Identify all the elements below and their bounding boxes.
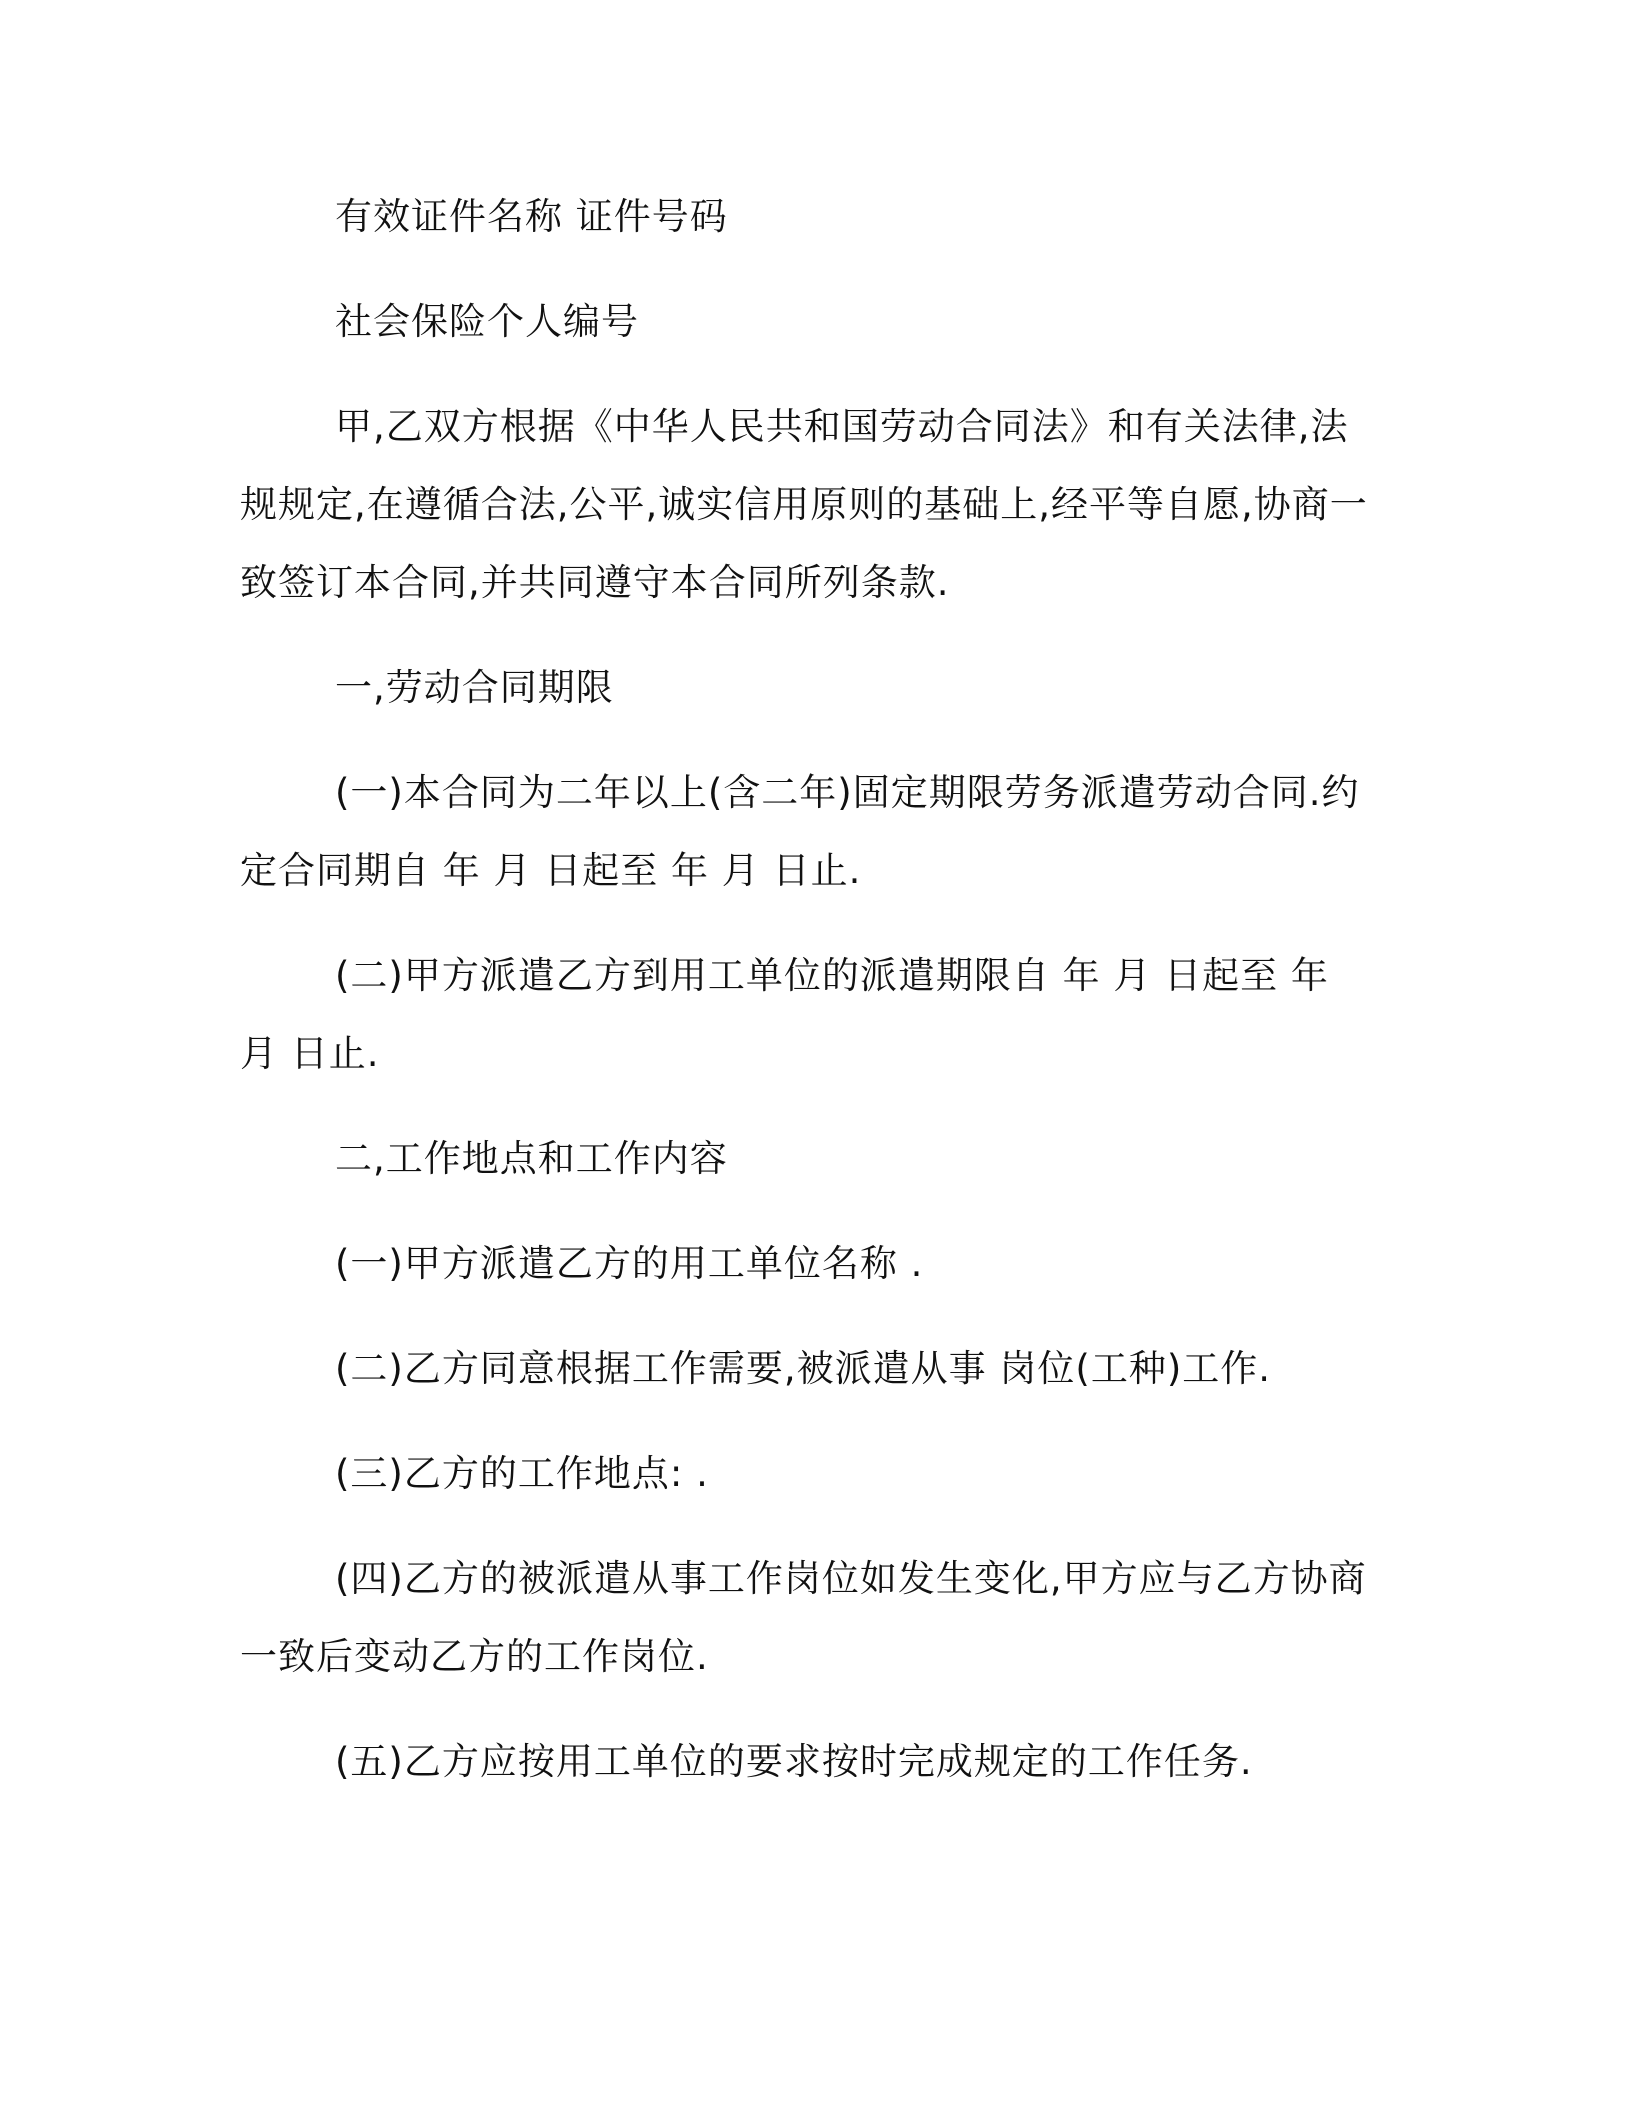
clause-contract-term-1: (一)本合同为二年以上(含二年)固定期限劳务派遣劳动合同.约定合同期自 年 月 日起至 年 月 日止. (240, 771, 1360, 892)
clause-work-5: (五)乙方应按用工单位的要求按时完成规定的工作任务. (335, 1740, 1253, 1783)
clause-contract-term-2: (二)甲方派遣乙方到用工单位的派遣期限自 年 月 日起至 年 月 日止. (240, 954, 1342, 1075)
social-insurance-line: 社会保险个人编号 (335, 300, 639, 343)
document-body (240, 178, 1370, 1828)
clause-work-3: (三)乙方的工作地点: . (335, 1452, 709, 1495)
clause-work-1: (一)甲方派遣乙方的用工单位名称 . (335, 1242, 924, 1285)
id-document-line: 有效证件名称 证件号码 (335, 195, 728, 238)
clause-work-4: (四)乙方的被派遣从事工作岗位如发生变化,甲方应与乙方协商一致后变动乙方的工作岗位. (240, 1557, 1367, 1678)
section-heading-contract-term: 一,劳动合同期限 (335, 666, 614, 709)
section-heading-work-location: 二,工作地点和工作内容 (335, 1137, 728, 1180)
clause-work-2: (二)乙方同意根据工作需要,被派遣从事 岗位(工种)工作. (335, 1347, 1272, 1390)
contract-preamble: 甲,乙双方根据《中华人民共和国劳动合同法》和有关法律,法规规定,在遵循合法,公平,诚实信用原则的基础上,经平等自愿,协商一致签订本合同,并共同遵守本合同所列条款. (240, 405, 1368, 604)
